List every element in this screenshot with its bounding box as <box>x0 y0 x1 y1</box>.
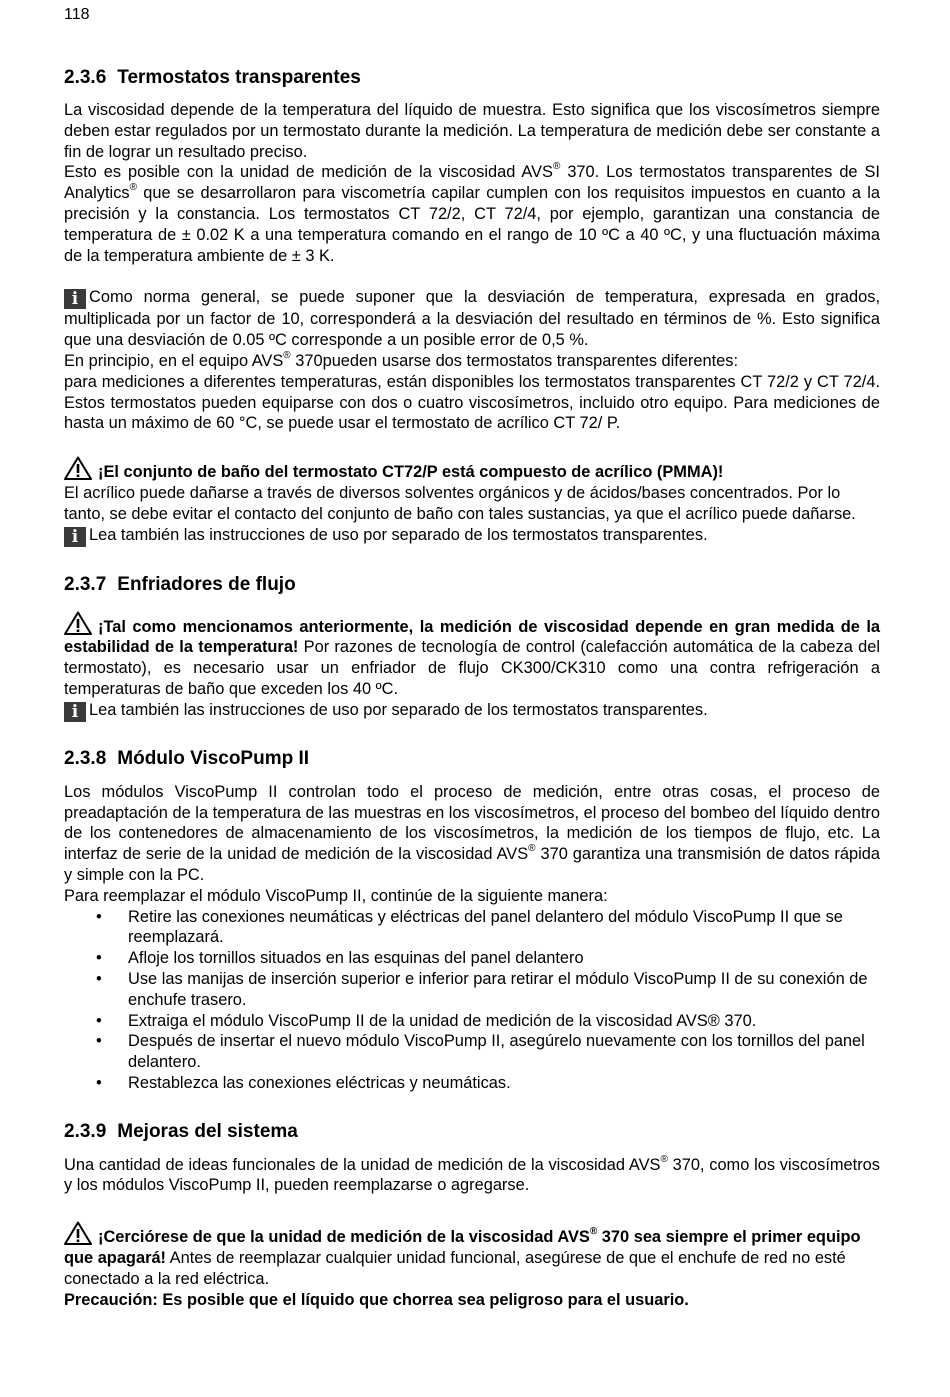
warning-text: El acrílico puede dañarse a través de diversos solventes orgánicos y de ácidos/bases concentrados. Por lo tanto, se debe evitar el contacto del conjunto de baño con tales sustancias, ya que el acrílico puede dañarse. <box>64 483 856 523</box>
info-icon: i <box>64 702 86 722</box>
info-icon: i <box>64 527 86 547</box>
list-item: • Restablezca las conexiones eléctricas y neumáticas. <box>128 1073 880 1094</box>
section-number: 2.3.9 <box>64 1120 107 1142</box>
info-note: i Lea también las instrucciones de uso por separado de los termostatos transparentes. <box>64 525 880 547</box>
caution-text: Precaución: Es posible que el líquido que chorrea sea peligroso para el usuario. <box>64 1290 689 1309</box>
section-heading-2-3-8 <box>64 747 880 771</box>
registered-mark: ® <box>660 1153 668 1165</box>
bullet-list <box>64 907 880 1094</box>
registered-mark: ® <box>552 161 561 173</box>
list-item: • Extraiga el módulo ViscoPump II de la unidad de medición de la viscosidad AVS® 370. <box>128 1011 880 1032</box>
warning-paragraph: ¡Tal como mencionamos anteriormente, la medición de viscosidad depende en gran medida de la estabilidad de la temperatura! Por razones de tecnología de control (calefacción automática de la cabeza del termostato), es necesario usar un enfriador de flujo CK300/CK310 como una contra refrigeración a temperaturas de baño que exceden los 40 ºC. <box>64 611 880 700</box>
warning-triangle-icon <box>64 1221 92 1245</box>
section-title: Termostatos transparentes <box>117 67 361 88</box>
warning-paragraph: ¡Cerciórese de que la unidad de medición de la viscosidad AVS® 370 sea siempre el primer equipo que apagará! Antes de reemplazar cualquier unidad funcional, asegúrese de que el enchufe de red no esté conectado a la red eléctrica. <box>64 1221 880 1289</box>
section-number: 2.3.7 <box>64 573 107 595</box>
registered-mark: ® <box>528 843 536 855</box>
section-title: Enfriadores de flujo <box>117 573 296 595</box>
document-body <box>64 66 880 1310</box>
section-heading-2-3-7 <box>64 573 880 597</box>
list-item: • Afloje los tornillos situados en las esquinas del panel delantero <box>128 948 880 969</box>
paragraph: La viscosidad depende de la temperatura del líquido de muestra. Esto significa que los viscosímetros siempre deben estar regulados por un termostato durante la medición. La temperatura de medición debe ser constante a fin de lograr un resultado preciso. <box>64 101 880 161</box>
list-item: • Use las manijas de inserción superior e inferior para retirar el módulo ViscoPump II de su conexión de enchufe trasero. <box>128 969 880 1011</box>
paragraph: Esto es posible con la unidad de medición de la viscosidad AVS® 370. Los termostatos transparentes de SI Analytics® que se desarrollaron para viscometría capilar cumplen con los requisitos impuestos en cuanto a la precisión y la constancia. Los termostatos CT 72/2, CT 72/4, por ejemplo, garantizan una constancia de temperatura de ± 0.02 K a una temperatura comando en el rango de 10 ºC a 40 ºC, y una fluctuación máxima de la temperatura ambiente de ± 3 K. <box>64 161 880 265</box>
section-number: 2.3.6 <box>64 67 107 88</box>
info-icon: i <box>64 289 86 309</box>
info-note: i Como norma general, se puede suponer que la desviación de temperatura, expresada en grados, multiplicada por un factor de 10, corresponderá a la desviación del resultado en términos de %. Esto significa que una desviación de 0.05 ºC corresponde a un posible error de 0,5 %. <box>64 288 880 350</box>
warning-title: ¡El conjunto de baño del termostato CT72/P está compuesto de acrílico (PMMA)! <box>64 456 880 483</box>
section-number: 2.3.8 <box>64 747 107 769</box>
paragraph: En principio, en el equipo AVS® 370pueden usarse dos termostatos transparentes diferentes: <box>64 349 739 370</box>
section-heading-2-3-9 <box>64 1120 880 1144</box>
registered-mark: ® <box>589 1226 598 1238</box>
section-title: Módulo ViscoPump II <box>117 747 310 769</box>
paragraph: Para reemplazar el módulo ViscoPump II, continúe de la siguiente manera: <box>64 886 608 905</box>
warning-triangle-icon <box>64 456 92 480</box>
info-note: i Lea también las instrucciones de uso por separado de los termostatos transparentes. <box>64 700 880 722</box>
paragraph: Los módulos ViscoPump II controlan todo el proceso de medición, entre otras cosas, el proceso de preadaptación de la temperatura de las muestras en los viscosímetros, el proceso del bombeo del líquido dentro de los contenedores de almacenamiento de los viscosímetros, la medición de los tiempos de flujo, etc. La interfaz de serie de la unidad de medición de la viscosidad AVS® 370 garantiza una transmisión de datos rápida y simple con la PC. <box>64 782 880 884</box>
paragraph: Una cantidad de ideas funcionales de la unidad de medición de la viscosidad AVS® 370, como los viscosímetros y los módulos ViscoPump II, pueden reemplazarse o agregarse. <box>64 1153 880 1195</box>
list-item: • Después de insertar el nuevo módulo ViscoPump II, asegúrelo nuevamente con los tornillos del panel delantero. <box>128 1031 880 1073</box>
registered-mark: ® <box>283 349 291 361</box>
registered-mark: ® <box>129 182 137 194</box>
section-title: Mejoras del sistema <box>117 1120 298 1142</box>
list-item: • Retire las conexiones neumáticas y eléctricas del panel delantero del módulo ViscoPump II que se reemplazará. <box>128 907 880 949</box>
page-number: 118 <box>64 6 90 23</box>
paragraph: para mediciones a diferentes temperaturas, están disponibles los termostatos transparentes CT 72/2 y CT 72/4. Estos termostatos pueden equiparse con dos o cuatro viscosímetros, incluido otro equipo. Para mediciones de hasta un máximo de 60 °C, se puede usar el termostato de acrílico CT 72/ P. <box>64 372 880 433</box>
section-heading-2-3-6 <box>64 66 880 90</box>
warning-triangle-icon <box>64 611 92 635</box>
